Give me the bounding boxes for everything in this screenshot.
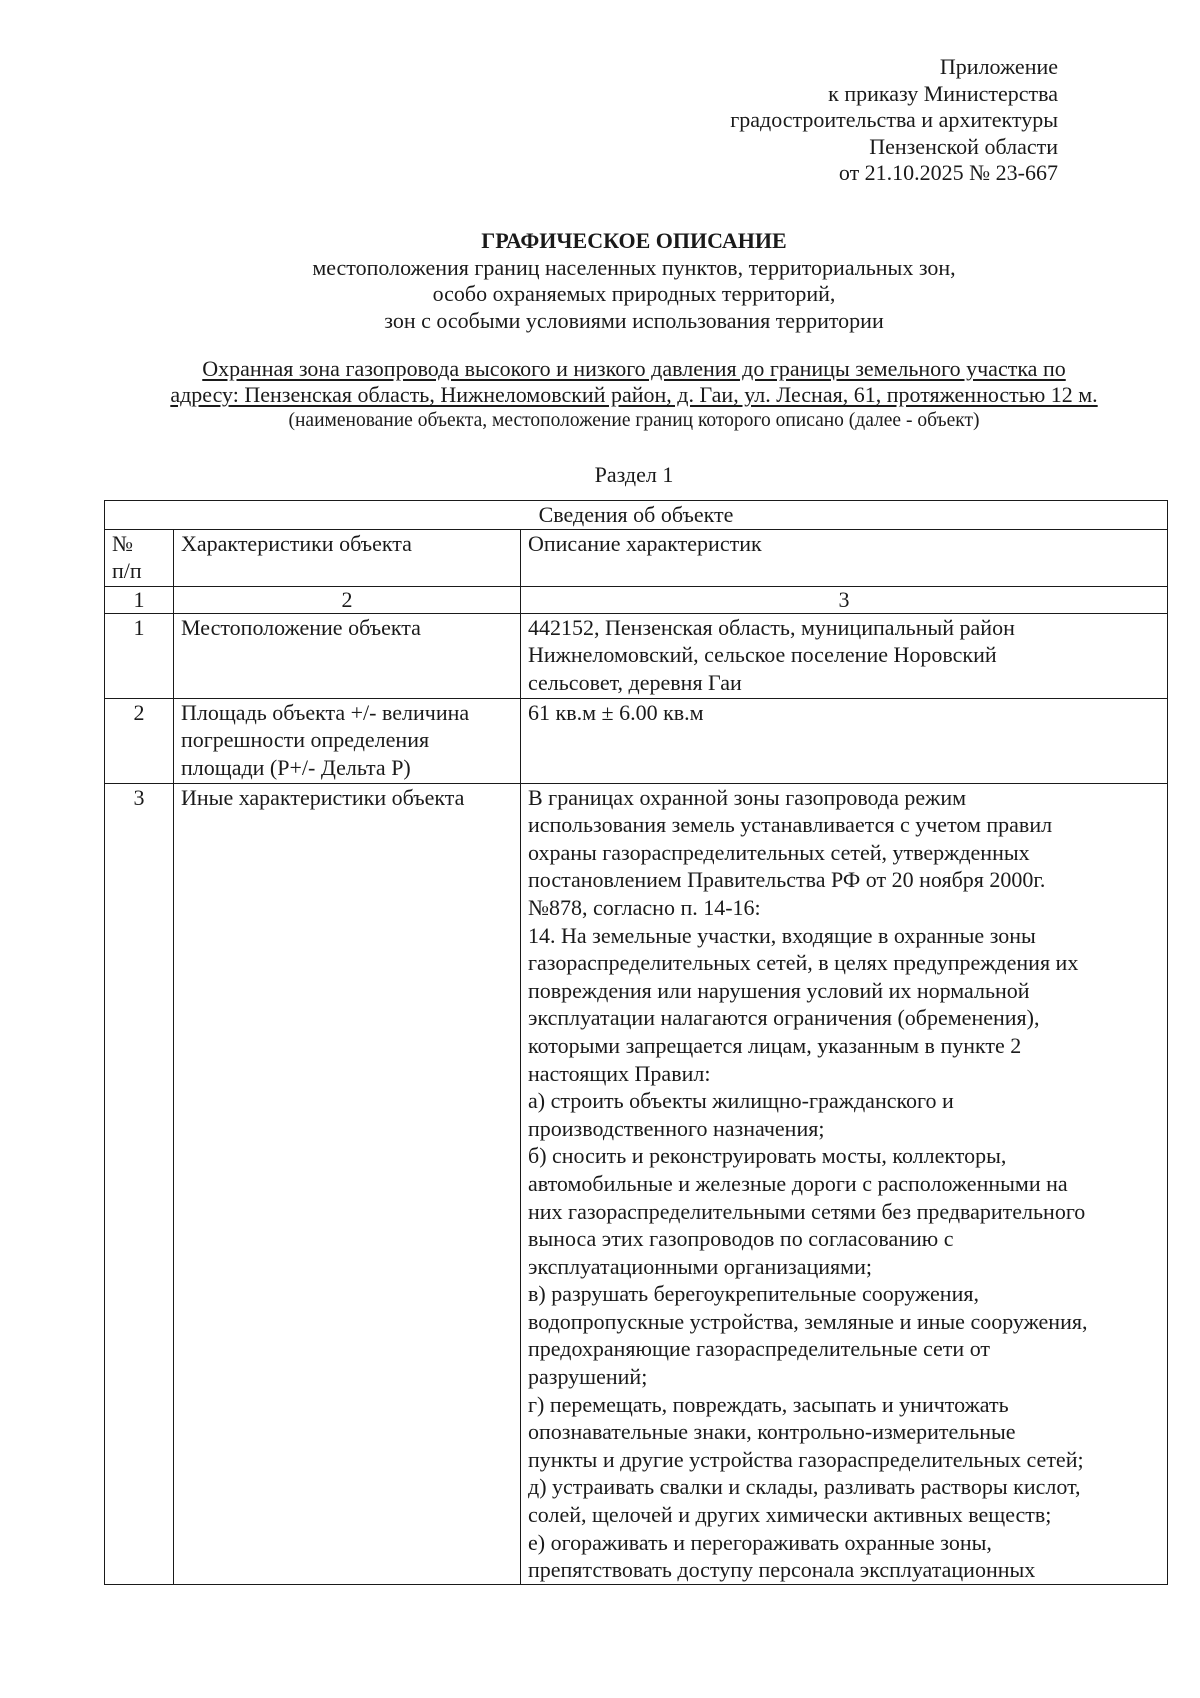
row-characteristic: Местоположение объекта — [174, 613, 521, 698]
row-characteristic: Иные характеристики объекта — [174, 783, 521, 1584]
title-subline: местоположения границ населенных пунктов, территориальных зон, — [312, 254, 956, 280]
object-name-caption: (наименование объекта, местоположение границ которого описано (далее - объект) — [288, 410, 980, 431]
column-number: 3 — [521, 586, 1168, 613]
column-header-description: Описание характеристик — [521, 529, 1168, 586]
title-subline: зон с особыми условиями использования территории — [384, 307, 884, 333]
table-header: Сведения об объекте — [105, 501, 1168, 530]
object-name-block — [0, 356, 1200, 434]
appendix-date-number: от 21.10.2025 № 23-667 — [838, 160, 1058, 185]
column-header-characteristics: Характеристики объекта — [174, 529, 521, 586]
table-row — [105, 698, 1168, 783]
appendix-line: Пензенской области — [869, 133, 1058, 159]
document-title: ГРАФИЧЕСКОЕ ОПИСАНИЕ — [481, 228, 787, 253]
table-column-numbers — [105, 586, 1168, 613]
column-number: 1 — [105, 586, 174, 613]
row-description: В границах охранной зоны газопровода режим использования земель устанавливается с учетом правил охраны газораспределительных сетей, утвержденных постановлением Правительства РФ от 20 ноября 2000г. №878, согласно п. 14-16: 14. На земельные участки, входящие в охранные зоны газораспределительных сетей, в целях предупреждения их повреждения или нарушения условий их нормальной эксплуатации налагаются ограничения (обременения), которыми запрещается лицам, указанным в пункте 2 настоящих Правил: а) строить объекты жилищно-гражданского и производственного назначения; б) сносить и реконструировать мосты, коллекторы, автомобильные и железные дороги с расположенными на них газораспределительными сетями без предварительного выноса этих газопроводов по согласованию с эксплуатационными организациями; в) разрушать берегоукрепительные сооружения, водопропускные устройства, земляные и иные сооружения, предохраняющие газораспределительные сети от разрушений; г) перемещать, повреждать, засыпать и уничтожать опознавательные знаки, контрольно-измерительные пункты и другие устройства газораспределительных сетей; д) устраивать свалки и склады, разливать растворы кислот, солей, щелочей и других химически активных веществ; е) огораживать и перегораживать охранные зоны, препятствовать доступу персонала эксплуатационных — [521, 783, 1168, 1584]
object-name-line: Охранная зона газопровода высокого и низкого давления до границы земельного участка по — [202, 356, 1066, 381]
row-number: 3 — [105, 783, 174, 1584]
table-column-headers — [105, 529, 1168, 586]
document-title-block — [0, 228, 1200, 334]
row-number: 1 — [105, 613, 174, 698]
appendix-header — [730, 54, 1058, 187]
section-label: Раздел 1 — [594, 462, 674, 487]
appendix-line: градостроительства и архитектуры — [730, 107, 1058, 132]
column-number: 2 — [174, 586, 521, 613]
table-row — [105, 783, 1168, 1584]
row-characteristic: Площадь объекта +/- величина погрешности определения площади (Р+/- Дельта Р) — [174, 698, 521, 783]
title-subline: особо охраняемых природных территорий, — [432, 281, 836, 306]
column-header-number: № п/п — [105, 529, 174, 586]
row-description: 61 кв.м ± 6.00 кв.м — [521, 698, 1168, 783]
appendix-line: Приложение — [939, 54, 1058, 79]
appendix-line: к приказу Министерства — [828, 80, 1058, 106]
table-row — [105, 613, 1168, 698]
object-info-table — [104, 500, 1168, 1585]
object-name-line: адресу: Пензенская область, Нижнеломовский район, д. Гаи, ул. Лесная, 61, протяженностью 12 м. — [170, 382, 1098, 407]
row-number: 2 — [105, 698, 174, 783]
table-header-row — [105, 501, 1168, 530]
row-description: 442152, Пензенская область, муниципальный район Нижнеломовский, сельское поселение Норовский сельсовет, деревня Гаи — [521, 613, 1168, 698]
